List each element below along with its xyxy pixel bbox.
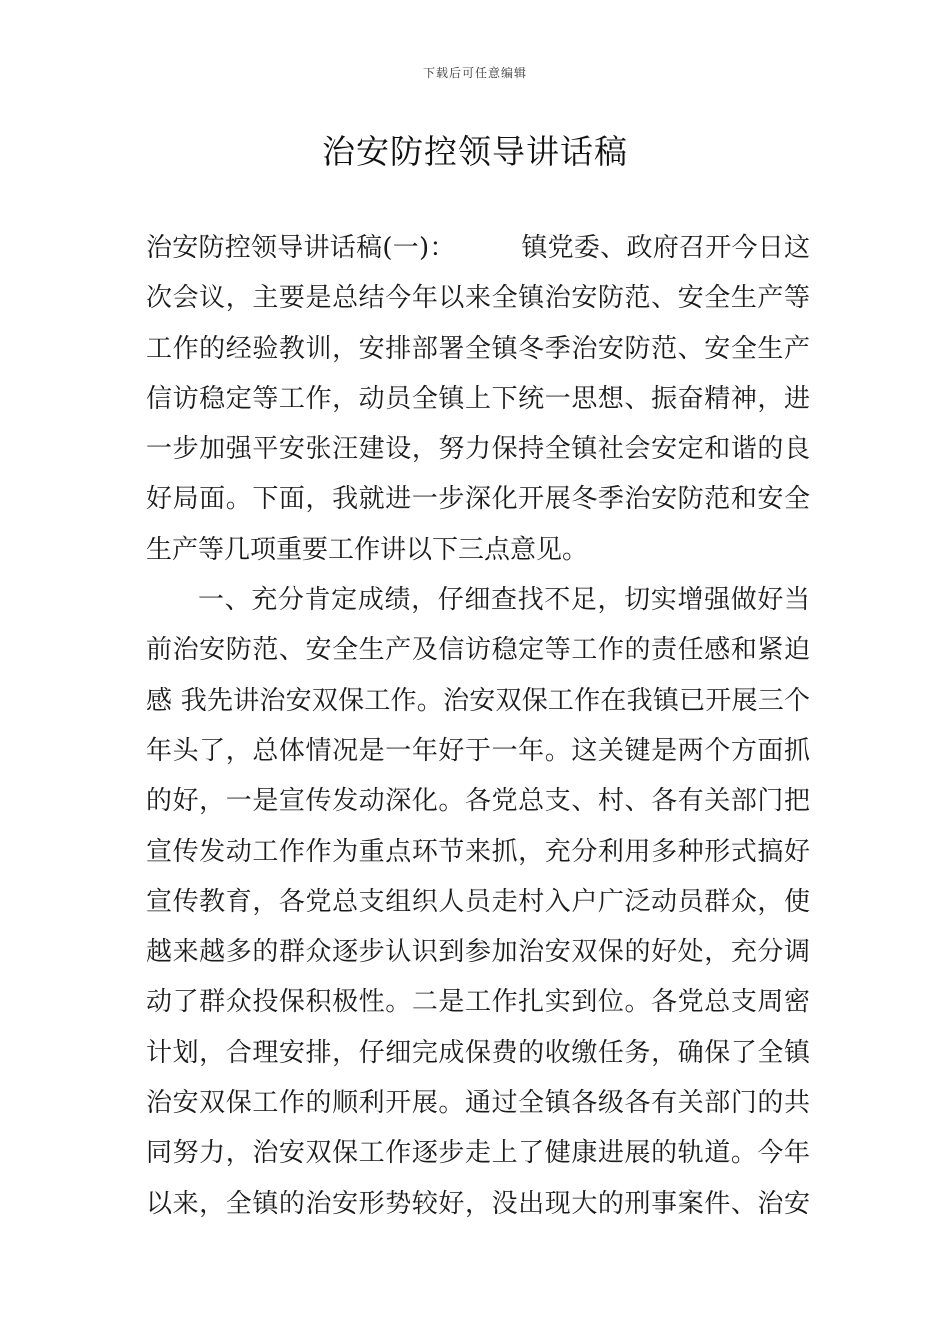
- text-line: 的好，一是宣传发动深化。各党总支、村、各有关部门把: [146, 786, 810, 817]
- text-line: 一步加强平安张汪建设，努力保持全镇社会安定和谐的良: [146, 434, 810, 465]
- text-line: 前治安防范、安全生产及信访稳定等工作的责任感和紧迫: [146, 635, 810, 666]
- text-line: 同努力，治安双保工作逐步走上了健康进展的轨道。今年: [146, 1138, 810, 1169]
- text-line: 越来越多的群众逐步认识到参加治安双保的好处，充分调: [146, 937, 810, 968]
- header-note: 下载后可任意编辑: [422, 66, 527, 80]
- text-line: 好局面。下面，我就进一步深化开展冬季治安防范和安全: [146, 484, 810, 515]
- text-line: 年头了，总体情况是一年好于一年。这关键是两个方面抓: [146, 735, 810, 766]
- text-line: 治安防控领导讲话稿(一)： 镇党委、政府召开今日这: [146, 233, 810, 263]
- text-line: 宣传教育，各党总支组织人员走村入户广泛动员群众，使: [146, 886, 810, 917]
- text-line: 信访稳定等工作，动员全镇上下统一思想、振奋精神，进: [146, 383, 810, 414]
- document-body: [146, 223, 810, 1229]
- text-line: 治安双保工作的顺利开展。通过全镇各级各有关部门的共: [146, 1088, 810, 1119]
- text-line: 以来，全镇的治安形势较好，没出现大的刑事案件、治安: [146, 1188, 810, 1219]
- text-line: 动了群众投保积极性。二是工作扎实到位。各党总支周密: [146, 987, 810, 1018]
- text-line: 工作的经验教训，安排部署全镇冬季治安防范、安全生产: [146, 333, 810, 364]
- document-title: 治安防控领导讲话稿: [322, 132, 628, 171]
- text-line: 生产等几项重要工作讲以下三点意见。: [146, 534, 589, 565]
- text-line: 宣传发动工作作为重点环节来抓，充分利用多种形式搞好: [146, 836, 810, 867]
- text-line: 计划，合理安排，仔细完成保费的收缴任务，确保了全镇: [146, 1037, 810, 1068]
- text-line: 一、充分肯定成绩，仔细查找不足，切实增强做好当: [198, 585, 810, 616]
- text-line: 感 我先讲治安双保工作。治安双保工作在我镇已开展三个: [146, 685, 810, 716]
- text-line: 次会议，主要是总结今年以来全镇治安防范、安全生产等: [146, 283, 810, 314]
